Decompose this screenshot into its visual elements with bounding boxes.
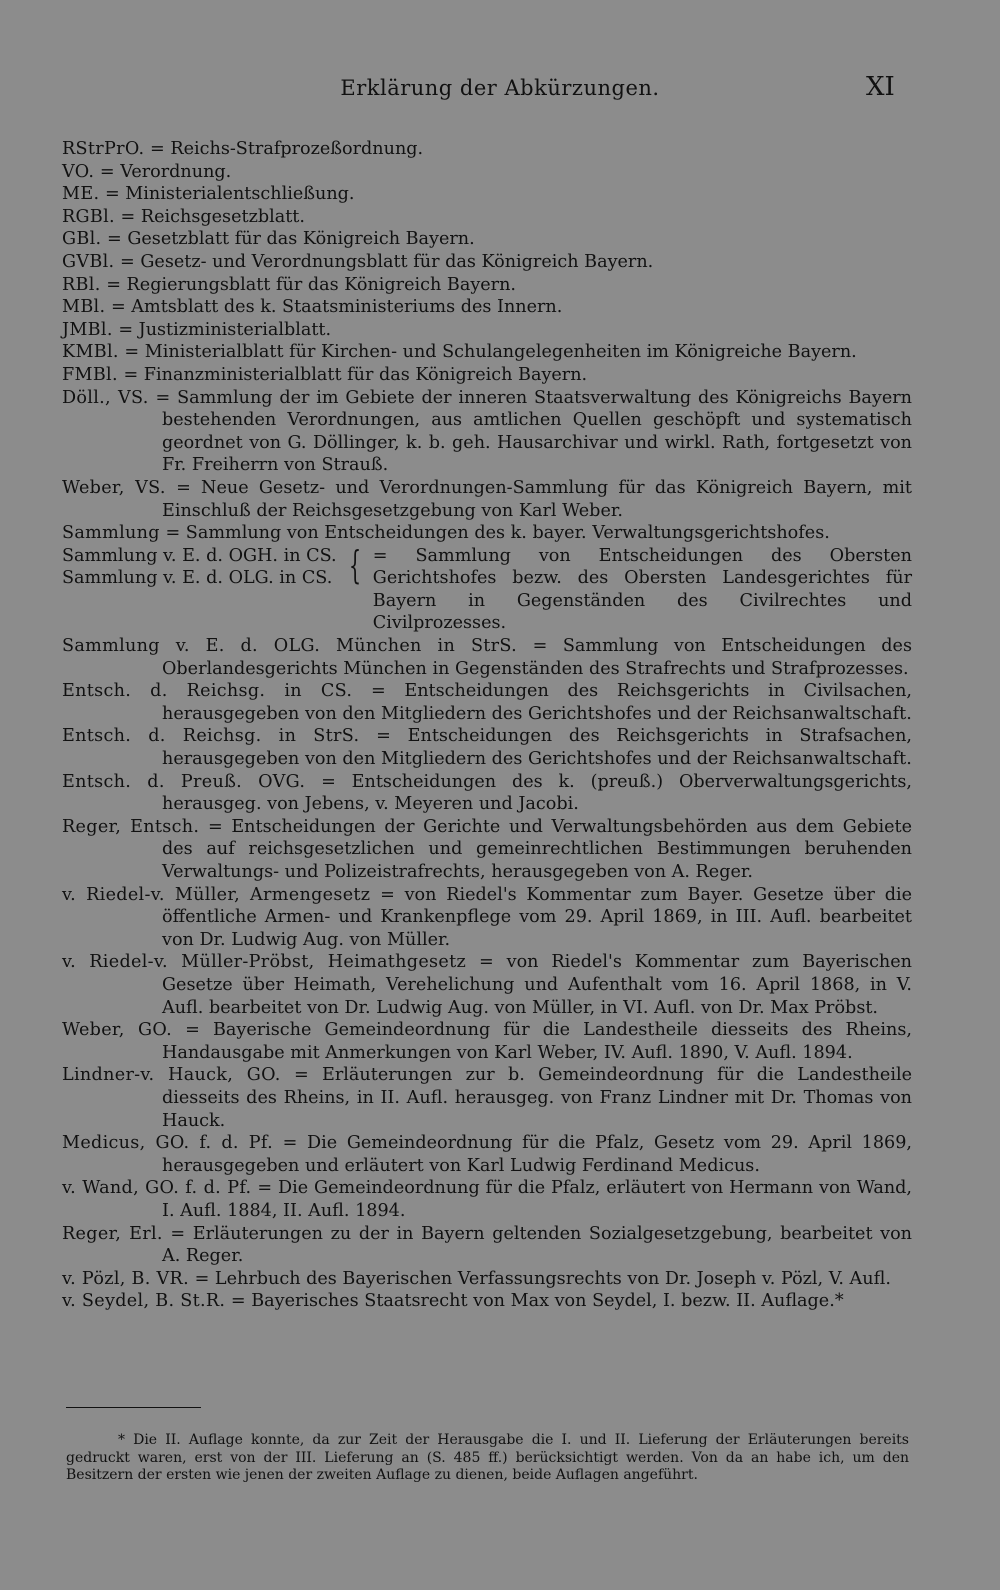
- entry-definition: = von Riedel's Kommentar zum Bayerischen Gesetze über Heimath, Verehelichung und Aufenthalt vom 16. April 1868, in V. Aufl. bearbeitet von Dr. Ludwig Aug. von Müller, in VI. Aufl. von Dr. Max Pröbst.: [162, 952, 912, 1018]
- list-item: [62, 1223, 912, 1268]
- entry-definition: = Bayerische Gemeindeordnung für die Landestheile diesseits des Rheins, Handausgabe mit Anmerkungen von Karl Weber, IV. Aufl. 1890, V. Aufl. 1894.: [162, 1020, 913, 1063]
- footnote-divider: [66, 1407, 201, 1408]
- entry-abbreviation: RStrPrO.: [62, 139, 145, 159]
- abbreviation-list: [62, 138, 912, 1313]
- entry-definition: = Entscheidungen des k. (preuß.) Oberverwaltungsgerichts, herausgeg. von Jebens, v. Meyeren und Jacobi.: [162, 771, 913, 815]
- entry-abbreviation: Sammlung v. E. d. OGH. in CS.: [62, 545, 337, 566]
- entry-abbreviation: Sammlung v. E. d. OLG. München in StrS.: [62, 636, 518, 657]
- entry-definition: = Gesetzblatt für das Königreich Bayern.: [107, 229, 475, 250]
- entry-abbreviation: v. Pözl, B. VR.: [62, 1268, 189, 1289]
- list-item: [62, 274, 912, 297]
- entry-definition: = Reichsgesetzblatt.: [120, 206, 305, 227]
- entry-abbreviation: MBl.: [62, 297, 106, 318]
- list-item: [62, 1177, 912, 1222]
- list-item: [62, 884, 912, 952]
- list-item: [62, 387, 912, 477]
- entry-definition: = Verordnung.: [99, 161, 232, 182]
- list-item: [62, 771, 912, 816]
- bracketed-entry: [62, 542, 912, 635]
- list-item: [62, 206, 912, 229]
- list-item: [62, 251, 912, 274]
- entry-abbreviation: Medicus, GO. f. d. Pf.: [62, 1133, 273, 1154]
- entry-definition: = Erläuterungen zur b. Gemeindeordnung für die Landestheile diesseits des Rheins, in II. Aufl. herausgeg. von Franz Lindner mit Dr. Thomas von Hauck.: [162, 1065, 912, 1131]
- list-item: [62, 1132, 912, 1177]
- entry-definition: = Gesetz- und Verordnungsblatt für das Königreich Bayern.: [120, 251, 654, 272]
- entry-definition: = Sammlung der im Gebiete der inneren Staatsverwaltung des Königreichs Bayern bestehenden Verordnungen, aus amtlichen Quellen geschöpft und systematisch geordnet von G. Döllinger, k. b. geh. Hausarchivar und wirkl. Rath, fortgesetzt von Fr. Freiherrn von Strauß.: [155, 387, 912, 476]
- brace-symbol: {: [348, 542, 361, 587]
- entry-abbreviation: GBl.: [62, 229, 102, 250]
- entry-definition: = Sammlung von Entscheidungen des Oberlandesgerichts München in Gegenständen des Strafrechts und Strafprozesses.: [162, 636, 912, 679]
- list-item: [62, 138, 912, 161]
- page-number: XI: [866, 72, 895, 102]
- entry-definition: = Die Gemeindeordnung für die Pfalz, Gesetz vom 29. April 1869, herausgegeben und erläutert von Karl Ludwig Ferdinand Medicus.: [162, 1133, 913, 1176]
- entry-abbreviation: RGBl.: [62, 206, 115, 227]
- entry-abbreviation: v. Riedel-v. Müller, Armengesetz: [62, 884, 371, 905]
- list-item: [62, 341, 912, 364]
- entry-definition: = Reichs-Strafprozeßordnung.: [150, 139, 424, 159]
- entry-definition: = Amtsblatt des k. Staatsministeriums des Innern.: [110, 297, 563, 318]
- entry-abbreviation: Döll., VS.: [62, 387, 149, 408]
- entry-definition: = Regierungsblatt für das Königreich Bayern.: [106, 274, 517, 295]
- entry-abbreviation: VO.: [62, 161, 95, 182]
- entry-definition: = Neue Gesetz- und Verordnungen-Sammlung für das Königreich Bayern, mit Einschluß der Reichsgesetzgebung von Karl Weber.: [162, 477, 913, 521]
- entry-abbreviation: Entsch. d. Reichsg. in StrS.: [62, 726, 360, 747]
- entry-definition: = Erläuterungen zu der in Bayern geltenden Sozialgesetzgebung, bearbeitet von A. Reger.: [162, 1223, 912, 1267]
- entry-definition: = Entscheidungen des Reichsgerichts in Strafsachen, herausgegeben von den Mitgliedern des Gerichtshofes und der Reichsanwaltschaft.: [162, 726, 912, 770]
- list-item: [62, 319, 912, 342]
- entry-abbreviation: FMBl.: [62, 364, 118, 385]
- page-title: Erklärung der Abkürzungen.: [340, 76, 660, 100]
- list-item: [62, 1290, 912, 1313]
- entry-abbreviation: GVBl.: [62, 251, 115, 272]
- entry-abbreviation: Reger, Erl.: [62, 1223, 163, 1244]
- list-item: [62, 725, 912, 770]
- entry-definition: = Die Gemeindeordnung für die Pfalz, erläutert von Hermann von Wand, I. Aufl. 1884, II. Aufl. 1894.: [162, 1178, 913, 1221]
- entry-definition: = Entscheidungen des Reichsgerichts in Civilsachen, herausgegeben von den Mitgliedern des Gerichtshofes und der Reichsanwaltschaft.: [162, 681, 913, 724]
- entry-abbreviation: KMBl.: [62, 342, 119, 363]
- list-item: [62, 635, 912, 680]
- entry-definition: = Ministerialentschließung.: [104, 184, 355, 205]
- entry-definition: = Justizministerialblatt.: [118, 319, 332, 340]
- list-item: [62, 680, 912, 725]
- entry-definition: = Sammlung von Entscheidungen des Obersten Gerichtshofes bezw. des Obersten Landesgerichtes für Bayern in Gegenständen des Civilrechtes und Civilprozesses.: [372, 545, 912, 634]
- entry-abbreviation: Lindner-v. Hauck, GO.: [62, 1065, 281, 1086]
- entry-definition: = Lehrbuch des Bayerischen Verfassungsrechts von Dr. Joseph v. Pözl, V. Aufl.: [194, 1268, 891, 1289]
- list-item: [62, 1019, 912, 1064]
- list-item: [62, 296, 912, 319]
- entry-abbreviation: Weber, VS.: [62, 477, 166, 498]
- list-item: [62, 951, 912, 1019]
- entry-abbreviation: RBl.: [62, 274, 101, 295]
- entry-abbreviation: Weber, GO.: [62, 1020, 172, 1041]
- entry-definition: = Sammlung von Entscheidungen des k. bayer. Verwaltungsgerichtshofes.: [165, 523, 830, 544]
- entry-abbreviation: Sammlung v. E. d. OLG. in CS.: [62, 568, 333, 589]
- footnote: * Die II. Auflage konnte, da zur Zeit der Herausgabe die I. und II. Lieferung der Erläuterungen bereits gedruckt waren, erst von der III. Lieferung an (S. 485 ff.) berücksichtigt werden. Von da an habe ich, um den Besitzern der ersten wie jenen der zweiten Auflage zu dienen, beide Auflagen angeführt.: [66, 1432, 909, 1483]
- list-item: [62, 364, 912, 387]
- entry-definition: = von Riedel's Kommentar zum Bayer. Gesetze über die öffentliche Armen- und Krankenpflege vom 29. April 1869, in III. Aufl. bearbeitet von Dr. Ludwig Aug. von Müller.: [162, 884, 913, 950]
- entry-abbreviation: Sammlung: [62, 523, 160, 544]
- entry-abbreviation: JMBl.: [62, 319, 113, 340]
- entry-definition: = Ministerialblatt für Kirchen- und Schulangelegenheiten im Königreiche Bayern.: [124, 342, 857, 363]
- entry-abbreviation: Entsch. d. Preuß. OVG.: [62, 771, 306, 792]
- entry-abbreviation: v. Wand, GO. f. d. Pf.: [62, 1178, 252, 1199]
- list-item: [62, 183, 912, 206]
- entry-abbreviation: ME.: [62, 184, 100, 205]
- entry-definition: = Bayerisches Staatsrecht von Max von Seydel, I. bezw. II. Auflage.*: [230, 1291, 844, 1312]
- list-item: [62, 522, 912, 545]
- list-item: [62, 477, 912, 522]
- entry-definition: = Finanzministerialblatt für das Königreich Bayern.: [123, 364, 588, 385]
- entry-abbreviation: Reger, Entsch.: [62, 816, 200, 837]
- list-item: [62, 1064, 912, 1132]
- entry-abbreviation: Entsch. d. Reichsg. in CS.: [62, 681, 353, 702]
- list-item: [62, 228, 912, 251]
- entry-abbreviation: v. Riedel-v. Müller-Pröbst, Heimathgesetz: [62, 952, 467, 973]
- entry-abbreviation: v. Seydel, B. St.R.: [62, 1291, 226, 1312]
- list-item: [62, 161, 912, 184]
- list-item: [62, 1268, 912, 1291]
- entry-definition: = Entscheidungen der Gerichte und Verwaltungsbehörden aus dem Gebiete des auf reichsgesetzlichen und gemeinrechtlichen Bestimmungen beruhenden Verwaltungs- und Polizeistrafrechts, herausgegeben von A. Reger.: [162, 816, 913, 882]
- list-item: [62, 816, 912, 884]
